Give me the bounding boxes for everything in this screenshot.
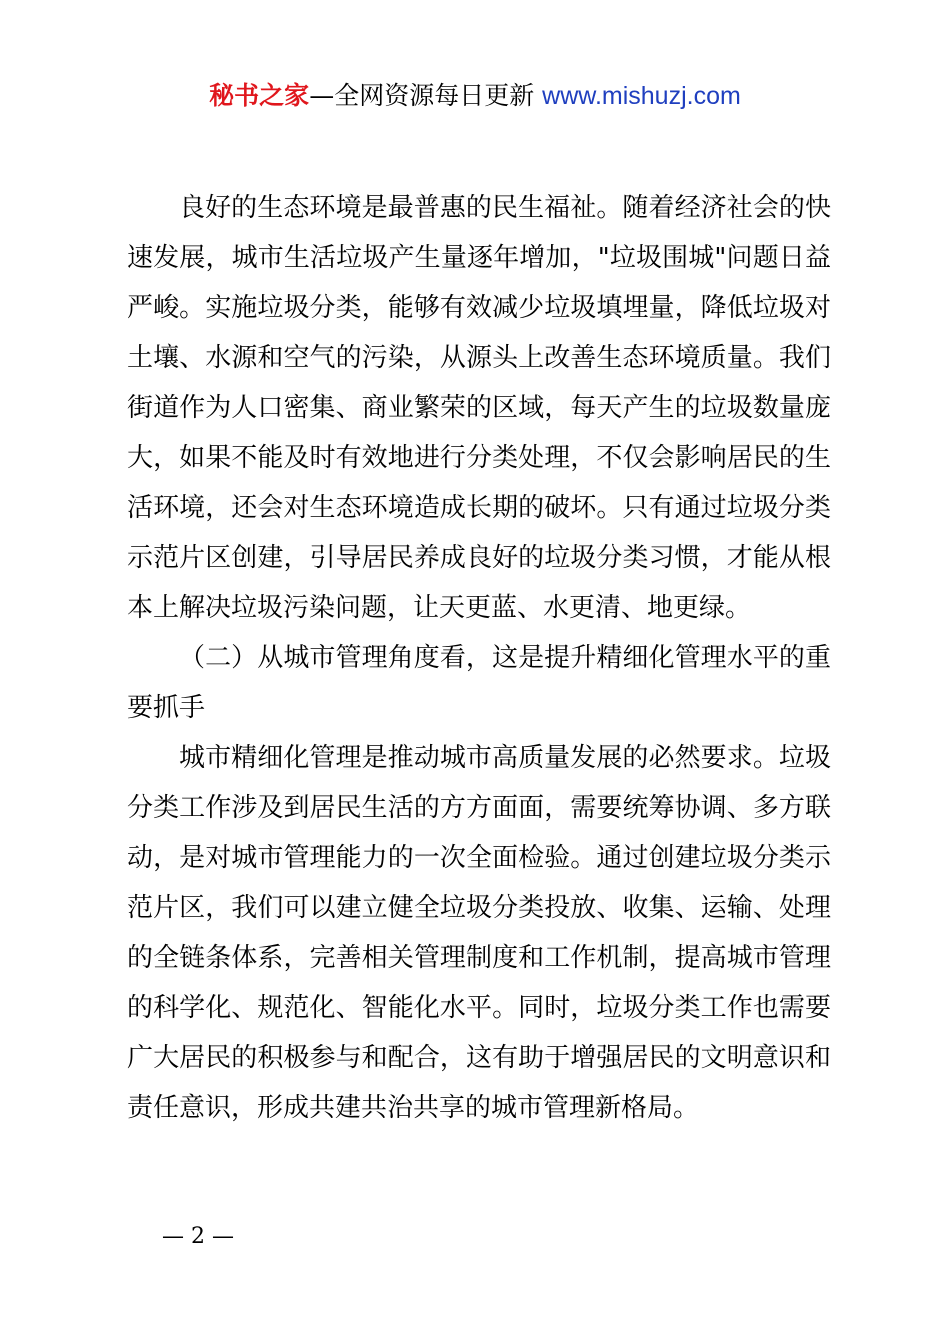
brand-name: 秘书之家 — [209, 81, 310, 110]
body-paragraph: 城市精细化管理是推动城市高质量发展的必然要求。垃圾分类工作涉及到居民生活的方方面面，需要统筹协调、多方联动，是对城市管理能力的一次全面检验。通过创建垃圾分类示范片区，我们可以建立健全垃圾分类投放、收集、运输、处理的全链条体系，完善相关管理制度和工作机制，提高城市管理的科学化、规范化、智能化水平。同时，垃圾分类工作也需要广大居民的积极参与和配合，这有助于增强居民的文明意识和责任意识，形成共建共治共享的城市管理新格局。 — [127, 743, 831, 1123]
page-number: — 2 — — [162, 1224, 234, 1249]
body-paragraph: 良好的生态环境是最普惠的民生福祉。随着经济社会的快速发展，城市生活垃圾产生量逐年增加，"垃圾围城"问题日益严峻。实施垃圾分类，能够有效减少垃圾填埋量，降低垃圾对土壤、水源和空气的污染，从源头上改善生态环境质量。我们街道作为人口密集、商业繁荣的区域，每天产生的垃圾数量庞大，如果不能及时有效地进行分类处理，不仅会影响居民的生活环境，还会对生态环境造成长期的破坏。只有通过垃圾分类示范片区创建，引导居民养成良好的垃圾分类习惯，才能从根本上解决垃圾污染问题，让天更蓝、水更清、地更绿。 — [127, 193, 831, 623]
section-heading: （二）从城市管理角度看，这是提升精细化管理水平的重要抓手 — [127, 643, 831, 723]
site-header — [0, 80, 950, 112]
header-tagline: —全网资源每日更新 — [309, 81, 535, 110]
document-body — [127, 183, 831, 1133]
site-url-link[interactable]: www.mishuzj.com — [542, 82, 741, 110]
